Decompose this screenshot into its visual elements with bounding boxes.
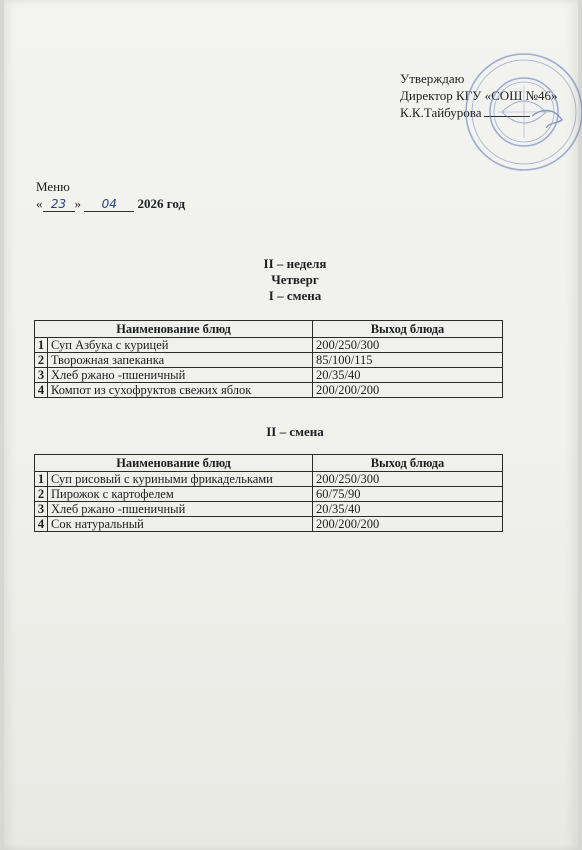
menu-header [36, 178, 185, 212]
dish-name: Пирожок с картофелем [48, 487, 313, 502]
week-title: II – неделя [263, 256, 327, 271]
shift1-table [34, 320, 503, 398]
dish-name: Компот из сухофруктов свежих яблок [48, 383, 313, 398]
date-month: 04 [84, 198, 134, 212]
dish-portion: 60/75/90 [313, 487, 503, 502]
row-number: 1 [35, 472, 48, 487]
row-number: 3 [35, 502, 48, 517]
day-title: Четверг [271, 272, 319, 287]
shift2-title: II – смена [266, 424, 324, 439]
row-number: 1 [35, 338, 48, 353]
header-dish-name: Наименование блюд [35, 455, 313, 472]
table-row [35, 517, 503, 532]
table-header-row [35, 321, 503, 338]
dish-name: Суп рисовый с куриными фрикадельками [48, 472, 313, 487]
shift2-table [34, 454, 503, 532]
row-number: 4 [35, 517, 48, 532]
table-header-row [35, 455, 503, 472]
table-row [35, 502, 503, 517]
row-number: 3 [35, 368, 48, 383]
table-row [35, 472, 503, 487]
header-portion: Выход блюда [313, 321, 503, 338]
dish-portion: 200/200/200 [313, 383, 503, 398]
table-row [35, 487, 503, 502]
row-number: 2 [35, 487, 48, 502]
table-row [35, 338, 503, 353]
dish-name: Сок натуральный [48, 517, 313, 532]
menu-label: Меню [36, 179, 70, 194]
header-dish-name: Наименование блюд [35, 321, 313, 338]
signature-line [484, 116, 530, 117]
dish-portion: 20/35/40 [313, 368, 503, 383]
date-year: 2026 год [137, 196, 186, 211]
header-portion: Выход блюда [313, 455, 503, 472]
date-day: 23 [43, 198, 75, 212]
row-number: 4 [35, 383, 48, 398]
dish-portion: 200/200/200 [313, 517, 503, 532]
menu-headings [4, 256, 582, 304]
dish-name: Хлеб ржано -пшеничный [48, 368, 313, 383]
dish-portion: 20/35/40 [313, 502, 503, 517]
approval-title: Утверждаю [400, 71, 465, 86]
shift1-title: I – смена [268, 288, 322, 303]
approval-name: К.К.Тайбурова [400, 105, 482, 120]
table-row [35, 368, 503, 383]
approval-position: Директор КГУ «СОШ №46» [400, 88, 558, 103]
dish-name: Суп Азбука с курицей [48, 338, 313, 353]
document-page [4, 0, 578, 850]
table-row [35, 383, 503, 398]
dish-portion: 200/250/300 [313, 338, 503, 353]
menu-date: « 23 » 04 2026 год [36, 196, 186, 211]
row-number: 2 [35, 353, 48, 368]
dish-portion: 200/250/300 [313, 472, 503, 487]
dish-name: Творожная запеканка [48, 353, 313, 368]
approval-block [400, 70, 557, 121]
table-row [35, 353, 503, 368]
dish-name: Хлеб ржано -пшеничный [48, 502, 313, 517]
dish-portion: 85/100/115 [313, 353, 503, 368]
